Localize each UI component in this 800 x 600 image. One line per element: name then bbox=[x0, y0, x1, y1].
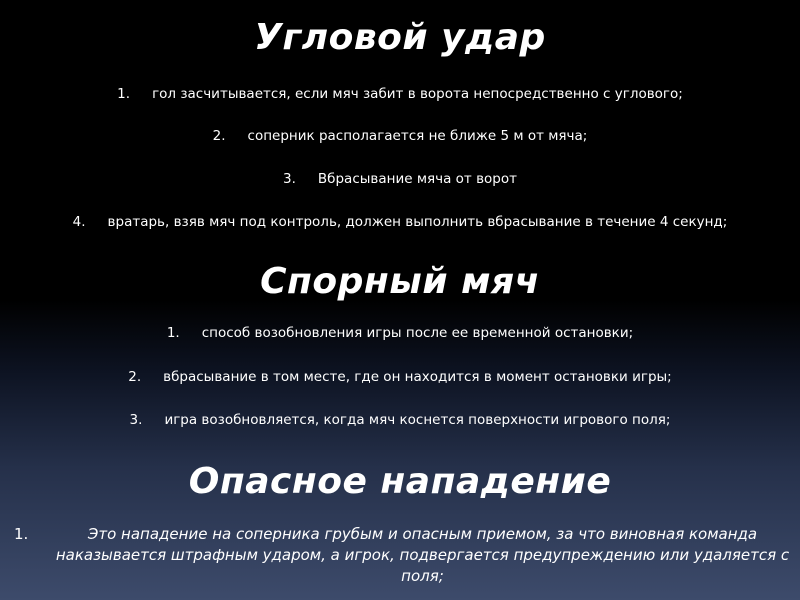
list-item bbox=[0, 371, 800, 385]
list-text: соперник располагается не ближе 5 м от мяча; bbox=[247, 128, 588, 144]
list-text: игра возобновляется, когда мяч коснется поверхности игрового поля; bbox=[164, 412, 671, 428]
heading-corner-kick: Угловой удар bbox=[254, 17, 546, 58]
list-number: 2. bbox=[212, 128, 226, 144]
list-text: Это нападение на соперника грубым и опасным приемом, за что виновная команда наказывается штрафным ударом, а игрок, подвергается предупреждению или удаляется с поля; bbox=[55, 525, 790, 585]
list-number: 3. bbox=[283, 171, 296, 187]
list-number: 2. bbox=[128, 369, 142, 385]
list-number: 4. bbox=[72, 214, 86, 230]
list-text: способ возобновления игры после ее временной остановки; bbox=[201, 325, 634, 341]
heading-drop-ball: Спорный мяч bbox=[260, 261, 540, 302]
list-number: 1. bbox=[14, 525, 29, 543]
list-text: гол засчитывается, если мяч забит в ворота непосредственно с углового; bbox=[152, 86, 683, 102]
heading-dangerous-attack: Опасное нападение bbox=[188, 461, 612, 502]
list-item bbox=[0, 88, 800, 102]
list-text: вратарь, взяв мяч под контроль, должен выполнить вбрасывание в течение 4 секунд; bbox=[107, 214, 728, 230]
list-text: Вбрасывание мяча от ворот bbox=[317, 171, 517, 187]
list-number: 3. bbox=[129, 412, 143, 428]
list-item bbox=[0, 414, 800, 428]
list-item bbox=[0, 173, 800, 187]
list-text: вбрасывание в том месте, где он находится в момент остановки игры; bbox=[163, 369, 672, 385]
list-item bbox=[0, 327, 800, 341]
list-item bbox=[0, 130, 800, 144]
list-number: 1. bbox=[166, 325, 180, 341]
list-item bbox=[10, 524, 790, 587]
list-item bbox=[0, 216, 800, 230]
list-number: 1. bbox=[117, 86, 131, 102]
